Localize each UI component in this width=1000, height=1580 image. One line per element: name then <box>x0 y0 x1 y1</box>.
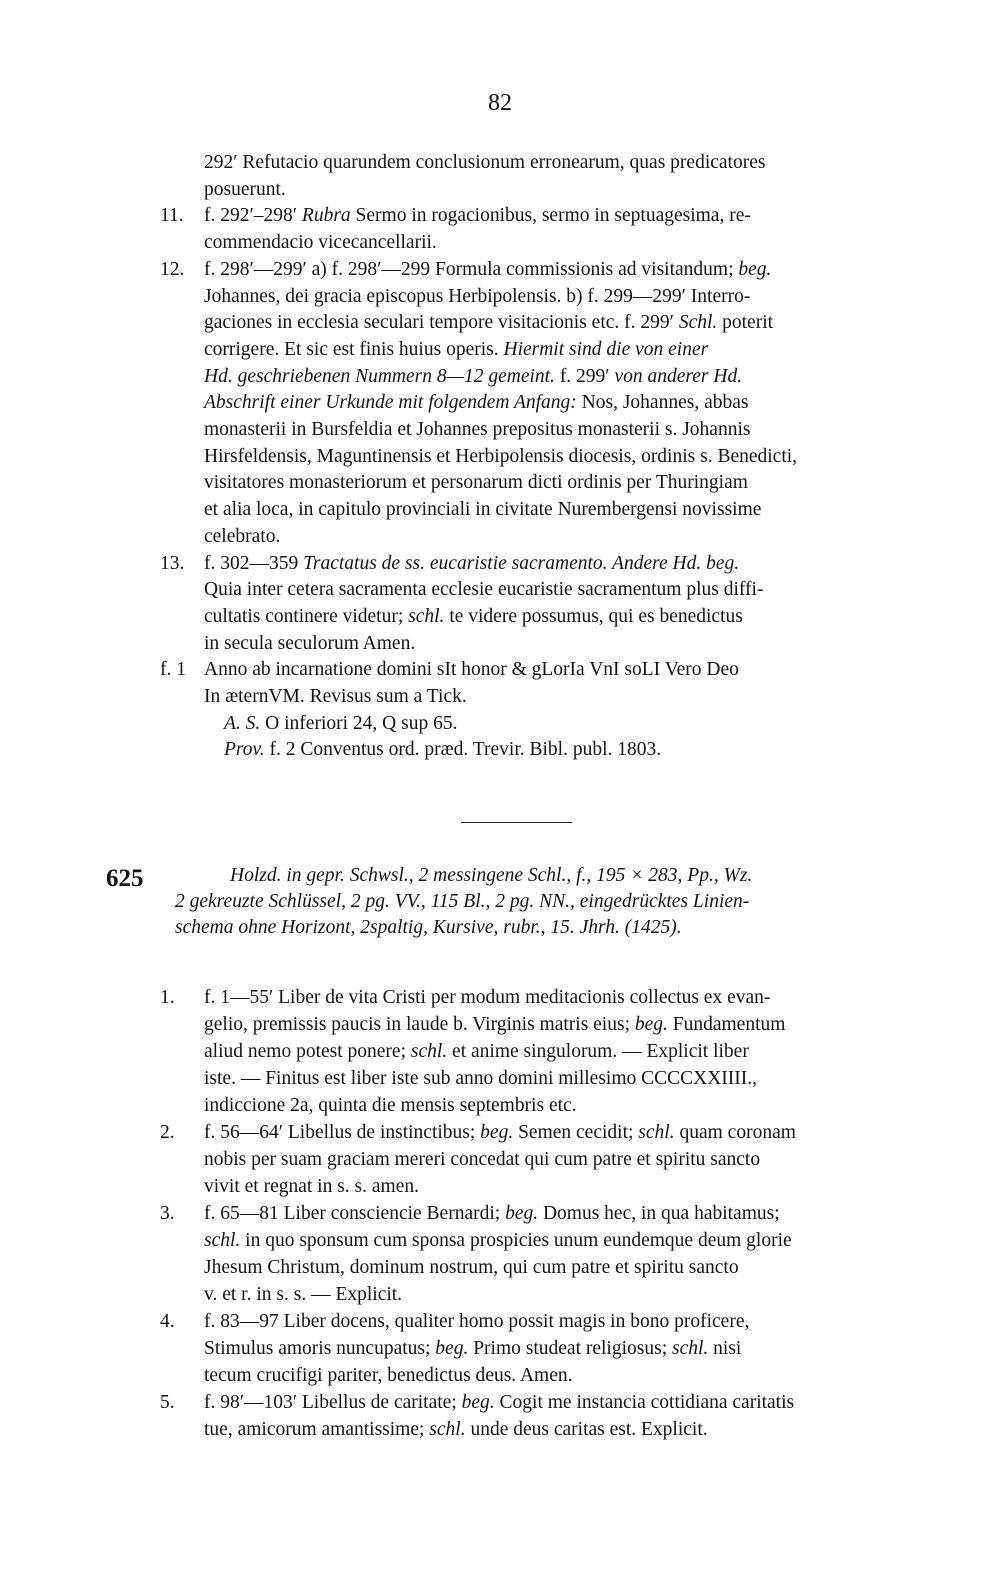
text-line: 292′ Refutacio quarundem conclusionum erronearum, quas predicatores <box>204 152 766 173</box>
entry-number: 2. <box>160 1122 175 1143</box>
entry-number: 4. <box>160 1311 175 1332</box>
description-line: schema ohne Horizont, 2spaltig, Kursive, rubr., 15. Jhrh. (1425). <box>175 917 682 938</box>
text-line: vivit et regnat in s. s. amen. <box>204 1176 419 1197</box>
text-line: indiccione 2a, quinta die mensis septembris etc. <box>204 1095 577 1116</box>
item-entry <box>160 984 924 1119</box>
entry-number: 3. <box>160 1203 175 1224</box>
text-line: aliud nemo potest ponere; schl. et anime singulorum. — Explicit liber <box>204 1041 749 1062</box>
continued-entry <box>204 711 924 764</box>
continued-entry <box>160 203 924 256</box>
text-line: Abschrift einer Urkunde mit folgendem Anfang: Nos, Johannes, abbas <box>204 392 749 414</box>
entry-number: f. 1 <box>160 659 186 681</box>
text-line: corrigere. Et sic est finis huius operis. Hiermit sind die von einer <box>204 338 709 360</box>
entry-number: 1. <box>160 987 175 1008</box>
text-line: celebrato. <box>204 525 281 547</box>
shelf-number: 625 <box>106 865 144 892</box>
entry-number: 12. <box>160 258 185 280</box>
text-line: cultatis continere videtur; schl. te videre possumus, qui es benedictus <box>204 605 743 627</box>
text-line: Jhesum Christum, dominum nostrum, qui cum patre et spiritu sancto <box>204 1257 739 1278</box>
text-line: iste. — Finitus est liber iste sub anno domini millesimo CCCCXXIIII., <box>204 1068 758 1089</box>
text-line: f. 302—359 Tractatus de ss. eucaristie sacramento. Andere Hd. beg. <box>204 552 740 574</box>
continued-entry <box>160 551 924 658</box>
continued-entries <box>160 150 924 764</box>
text-line: A. S. O inferiori 24, Q sup 65. <box>224 712 458 734</box>
text-line: f. 65—81 Liber consciencie Bernardi; beg. Domus hec, in qua habitamus; <box>204 1203 780 1224</box>
item-entry <box>160 1119 924 1200</box>
text-line: Hirsfeldensis, Maguntinensis et Herbipolensis diocesis, ordinis s. Benedicti, <box>204 445 798 467</box>
entry-number: 5. <box>160 1392 175 1413</box>
continued-entry <box>160 257 924 551</box>
text-line: Prov. f. 2 Conventus ord. præd. Trevir. Bibl. publ. 1803. <box>224 739 662 761</box>
section-divider <box>461 822 572 823</box>
text-line: f. 56—64′ Libellus de instinctibus; beg. Semen cecidit; schl. quam coronam <box>204 1122 796 1143</box>
description-line: 2 gekreuzte Schlüssel, 2 pg. VV., 115 Bl., 2 pg. NN., eingedrücktes Linien- <box>175 891 750 912</box>
text-line: Hd. geschriebenen Nummern 8—12 gemeint. f. 299′ von anderer Hd. <box>204 365 743 387</box>
item-entry <box>160 1389 924 1443</box>
text-line: f. 98′—103′ Libellus de caritate; beg. Cogit me instancia cottidiana caritatis <box>204 1392 795 1413</box>
text-line: Anno ab incarnatione domini sIt honor & gLorIa VnI soLI Vero Deo <box>204 659 739 681</box>
continued-entry <box>160 657 924 710</box>
text-line: gaciones in ecclesia seculari tempore visitacionis etc. f. 299′ Schl. poterit <box>204 312 774 334</box>
entry-number: 11. <box>160 205 184 227</box>
text-line: commendacio vicecancellarii. <box>204 232 437 254</box>
text-line: Johannes, dei gracia episcopus Herbipolensis. b) f. 299—299′ Interro- <box>204 285 751 307</box>
text-line: f. 1—55′ Liber de vita Cristi per modum meditacionis collectus ex evan- <box>204 987 771 1008</box>
text-line: In æternVM. Revisus sum a Tick. <box>204 686 467 708</box>
text-line: gelio, premissis paucis in laude b. Virginis matris eius; beg. Fundamentum <box>204 1014 786 1035</box>
text-line: visitatores monasteriorum et personarum dicti ordinis per Thuringiam <box>204 472 748 494</box>
text-line: f. 292′–298′ Rubra Sermo in rogacionibus, sermo in septuagesima, re- <box>204 205 751 227</box>
manuscript-items <box>160 984 924 1443</box>
text-line: posuerunt. <box>204 178 286 200</box>
page-number: 82 <box>488 90 512 116</box>
entry-number: 13. <box>160 552 185 574</box>
text-line: in secula seculorum Amen. <box>204 632 416 654</box>
text-line: f. 83—97 Liber docens, qualiter homo possit magis in bono proficere, <box>204 1311 750 1332</box>
item-entry <box>160 1200 924 1308</box>
text-line: tue, amicorum amantissime; schl. unde deus caritas est. Explicit. <box>204 1419 708 1440</box>
continued-entry <box>204 150 924 203</box>
text-line: monasterii in Bursfeldia et Johannes prepositus monasterii s. Johannis <box>204 419 751 441</box>
text-line: et alia loca, in capitulo provinciali in civitate Nurembergensi novissime <box>204 499 762 521</box>
text-line: Stimulus amoris nuncupatus; beg. Primo studeat religiosus; schl. nisi <box>204 1338 742 1359</box>
text-line: nobis per suam graciam mereri concedat qui cum patre et spiritu sancto <box>204 1149 761 1170</box>
description-line: Holzd. in gepr. Schwsl., 2 messingene Schl., f., 195 × 283, Pp., Wz. <box>230 865 753 886</box>
manuscript-description <box>175 863 925 941</box>
text-line: v. et r. in s. s. — Explicit. <box>204 1284 403 1305</box>
text-line: f. 298′—299′ a) f. 298′—299 Formula commissionis ad visitandum; beg. <box>204 258 772 280</box>
text-line: Quia inter cetera sacramenta ecclesie eucaristie sacramentum plus diffi- <box>204 579 764 601</box>
item-entry <box>160 1308 924 1389</box>
text-line: tecum crucifigi pariter, benedictus deus. Amen. <box>204 1365 573 1386</box>
text-line: schl. in quo sponsum cum sponsa prospicies unum eundemque deum glorie <box>204 1230 792 1251</box>
